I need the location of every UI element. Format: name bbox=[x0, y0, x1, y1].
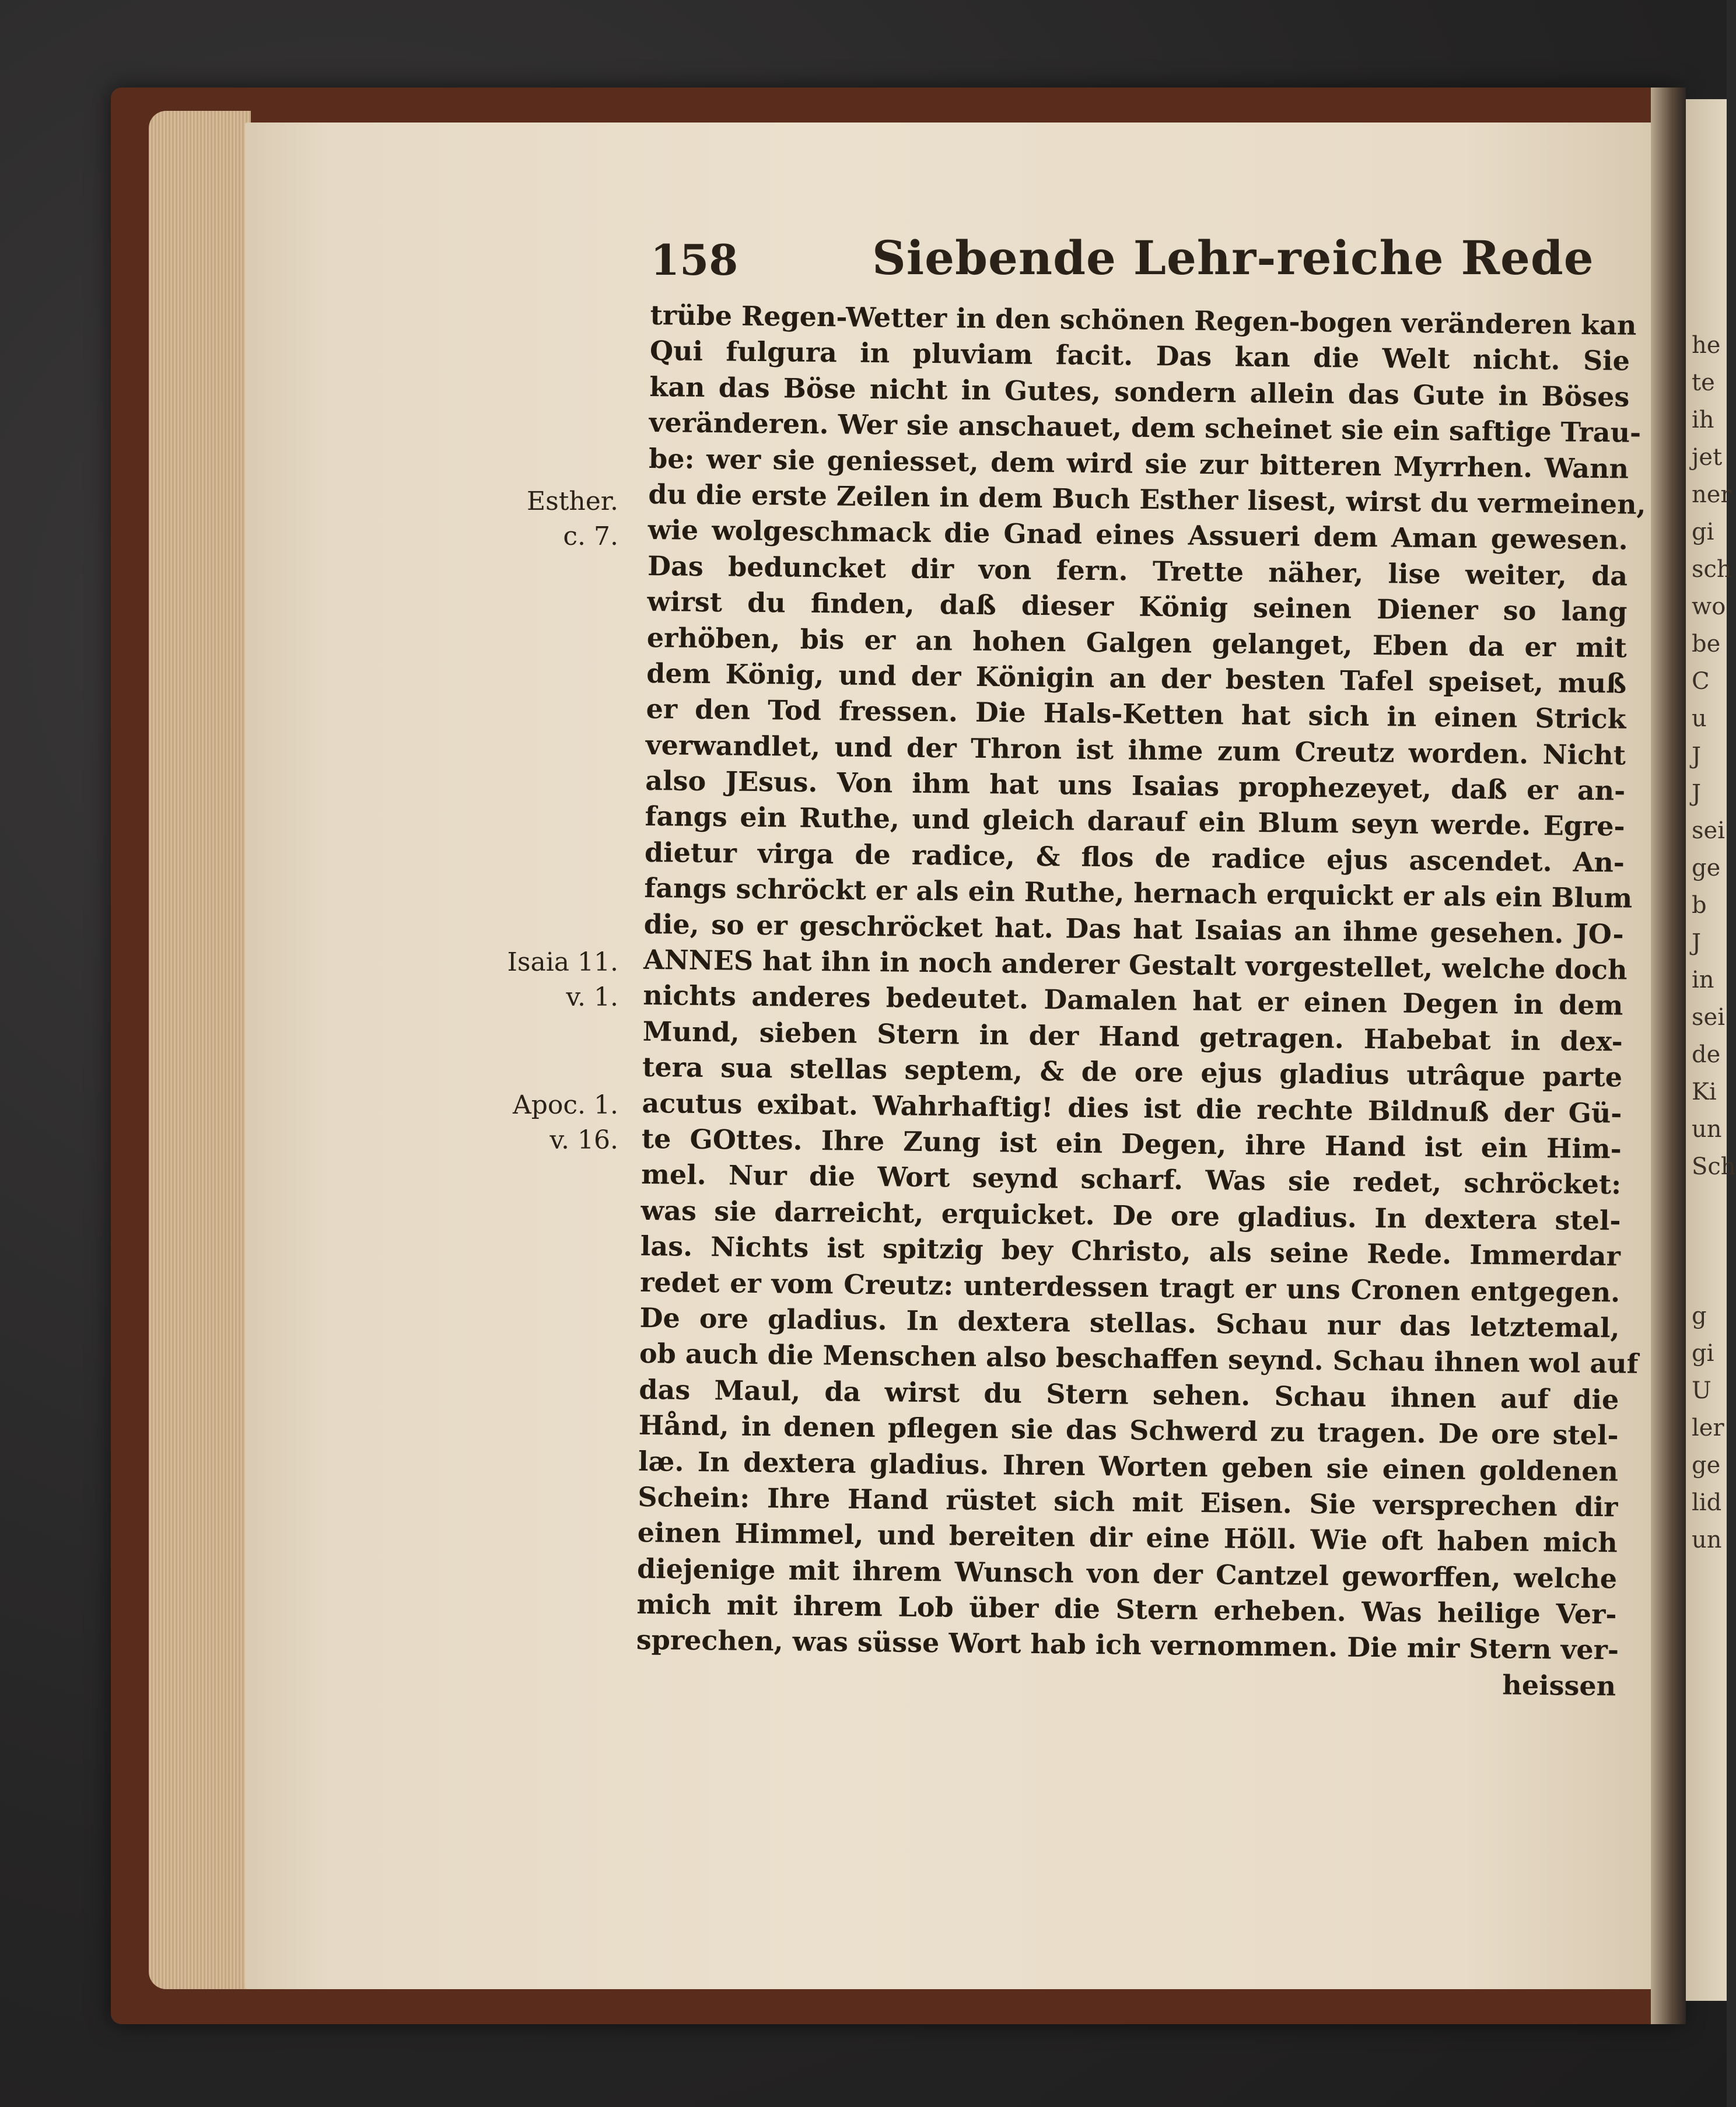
right-page-fragment: J bbox=[1692, 743, 1702, 769]
text-line: las. Nichts ist spitzig bey Christo, als seine Rede. Immerdar bbox=[640, 1230, 1621, 1272]
right-page-fragment: ler bbox=[1692, 1415, 1724, 1441]
text-line: fangs ein Ruthe, und gleich darauf ein Blum seyn werde. Egre- bbox=[645, 800, 1625, 843]
text-line: heissen bbox=[1502, 1669, 1616, 1702]
text-line: sprechen, was süsse Wort hab ich vernommen. Die mir Stern ver- bbox=[636, 1624, 1619, 1666]
text-line: fangs schröckt er als ein Ruthe, hernach erquickt er als ein Blum bbox=[644, 872, 1633, 914]
margin-note-isaia bbox=[502, 945, 618, 1015]
right-page-fragment: Sch bbox=[1692, 1153, 1736, 1180]
margin-note-esther bbox=[502, 484, 618, 554]
text-line: wirst du finden, daß dieser König seinen Diener so lang bbox=[647, 586, 1628, 628]
text-line: was sie darreicht, erquicket. De ore gladius. In dextera stel- bbox=[640, 1194, 1621, 1237]
text-line: acutus exibat. Wahrhaftig! dies ist die rechte Bildnuß der Gü- bbox=[642, 1087, 1622, 1129]
right-page-fragment: ge bbox=[1692, 1452, 1721, 1479]
margin-note-line: Apoc. 1. bbox=[512, 1090, 618, 1120]
right-page-fragment bbox=[1692, 1260, 1727, 1297]
right-page-fragment: gi bbox=[1692, 519, 1714, 545]
margin-note-line: Esther. bbox=[527, 487, 618, 516]
right-page-fragment bbox=[1692, 1185, 1727, 1223]
book-gutter bbox=[1651, 88, 1686, 2024]
right-page-fragment: te bbox=[1692, 369, 1715, 396]
page-edges bbox=[149, 111, 251, 1989]
text-line: Qui fulgura in pluviam facit. Das kan die Welt nicht. Sie bbox=[649, 335, 1630, 377]
text-line: ANNES hat ihn in noch anderer Gestalt vorgestellet, welche doch bbox=[643, 943, 1628, 986]
right-page-fragment: wo bbox=[1692, 593, 1726, 620]
right-page-fragment: he bbox=[1692, 332, 1721, 359]
text-line: mel. Nur die Wort seynd scharf. Was sie redet, schröcket: bbox=[640, 1158, 1622, 1200]
text-line: das Maul, da wirst du Stern sehen. Schau ihnen auf die bbox=[639, 1373, 1619, 1416]
text-line: trübe Regen-Wetter in den schönen Regen-bogen veränderen kan bbox=[650, 299, 1637, 341]
text-line: dem König, und der Königin an der besten Tafel speiset, muß bbox=[646, 657, 1627, 699]
text-line: Hånd, in denen pflegen sie das Schwerd zu tragen. De ore stel- bbox=[638, 1409, 1619, 1451]
right-page-fragments bbox=[1692, 327, 1736, 1559]
right-page-fragment: un bbox=[1692, 1116, 1722, 1143]
right-page-fragment: J bbox=[1692, 929, 1702, 956]
right-page-fragment: b bbox=[1692, 892, 1707, 919]
text-line: tera sua stellas septem, & de ore ejus gladius utrâque parte bbox=[642, 1051, 1623, 1093]
text-line: mich mit ihrem Lob über die Stern erheben. Was heilige Ver- bbox=[636, 1588, 1617, 1630]
right-page-fragment: J bbox=[1692, 780, 1702, 807]
right-page-fragment: de bbox=[1692, 1041, 1721, 1068]
right-page-fragment: sei bbox=[1692, 1004, 1725, 1031]
text-line: be: wer sie geniesset, dem wird sie zur bitteren Myrrhen. Wann bbox=[648, 442, 1629, 485]
page-header bbox=[650, 230, 1642, 295]
text-line: dietur virga de radice, & flos de radice ejus ascendet. An- bbox=[644, 836, 1625, 878]
right-page-fragment: ner bbox=[1692, 481, 1732, 508]
right-page-fragment: C bbox=[1692, 668, 1710, 695]
text-line: ob auch die Menschen also beschaffen seynd. Schau ihnen wol auf bbox=[639, 1338, 1639, 1380]
text-line: redet er vom Creutz: unterdessen tragt er uns Cronen entgegen. bbox=[640, 1266, 1620, 1308]
text-line: du die erste Zeilen in dem Buch Esther lisest, wirst du vermeinen, bbox=[648, 478, 1646, 520]
margin-note-line: v. 16. bbox=[550, 1125, 618, 1155]
text-line: die, so er geschröcket hat. Das hat Isaias an ihme gesehen. JO- bbox=[643, 908, 1624, 950]
text-line: also JEsus. Von ihm hat uns Isaias prophezeyet, daß er an- bbox=[645, 765, 1626, 807]
text-line: erhöben, bis er an hohen Galgen gelanget, Eben da er mit bbox=[646, 621, 1628, 664]
right-page-fragment: lid bbox=[1692, 1489, 1722, 1516]
right-page-fragment: in bbox=[1692, 967, 1714, 993]
right-page-fragment: U bbox=[1692, 1377, 1712, 1404]
right-page-fragment: u bbox=[1692, 705, 1707, 732]
text-line: veränderen. Wer sie anschauet, dem scheinet sie ein saftige Trau- bbox=[649, 407, 1642, 449]
right-page-fragment: be bbox=[1692, 631, 1721, 657]
margin-note-line: v. 1. bbox=[566, 982, 618, 1012]
body-text bbox=[636, 298, 1646, 1704]
right-page-fragment: Ki bbox=[1692, 1079, 1717, 1105]
text-line: er den Tod fressen. Die Hals-Ketten hat sich in einen Strick bbox=[646, 693, 1626, 735]
text-line: Schein: Ihre Hand rüstet sich mit Eisen. Sie versprechen dir bbox=[638, 1480, 1618, 1523]
text-line: Mund, sieben Stern in der Hand getragen. Habebat in dex- bbox=[642, 1015, 1623, 1058]
right-page-fragment: jet bbox=[1692, 444, 1723, 471]
text-line: verwandlet, und der Thron ist ihme zum Creutz worden. Nicht bbox=[645, 729, 1626, 771]
text-line: te GOttes. Ihre Zung ist ein Degen, ihre Hand ist ein Him- bbox=[641, 1122, 1622, 1165]
right-page-fragment: ih bbox=[1692, 407, 1714, 433]
right-page-fragment: gi bbox=[1692, 1340, 1714, 1367]
right-page-fragment: un bbox=[1692, 1527, 1722, 1553]
text-line: De ore gladius. In dextera stellas. Schau nur das letztemal, bbox=[639, 1301, 1620, 1344]
text-line: læ. In dextera gladius. Ihren Worten geben sie einen goldenen bbox=[638, 1445, 1619, 1487]
right-page-fragment: sei bbox=[1692, 817, 1725, 844]
text-line: wie wolgeschmack die Gnad eines Assueri dem Aman gewesen. bbox=[648, 514, 1629, 556]
margin-note-line: Isaia 11. bbox=[507, 947, 618, 977]
margin-note-line: c. 7. bbox=[563, 522, 618, 551]
margin-note-apoc bbox=[502, 1088, 618, 1158]
text-line: kan das Böse nicht in Gutes, sondern allein das Gute in Böses bbox=[649, 370, 1630, 413]
text-line: Das beduncket dir von fern. Trette näher, lise weiter, da bbox=[647, 550, 1628, 592]
running-title: Siebende Lehr-reiche Rede bbox=[872, 230, 1594, 285]
text-line: einen Himmel, und bereiten dir eine Höll. Wie oft haben mich bbox=[637, 1517, 1618, 1559]
right-page-fragment bbox=[1692, 1223, 1727, 1260]
right-page-fragment: ge bbox=[1692, 855, 1721, 881]
text-line: nichts anderes bedeutet. Damalen hat er einen Degen in dem bbox=[643, 979, 1623, 1021]
right-page-fragment: sch bbox=[1692, 556, 1732, 583]
right-page-fragment: g bbox=[1692, 1303, 1707, 1329]
page-number: 158 bbox=[650, 235, 738, 285]
text-line: diejenige mit ihrem Wunsch von der Cantzel geworffen, welche bbox=[636, 1552, 1618, 1595]
